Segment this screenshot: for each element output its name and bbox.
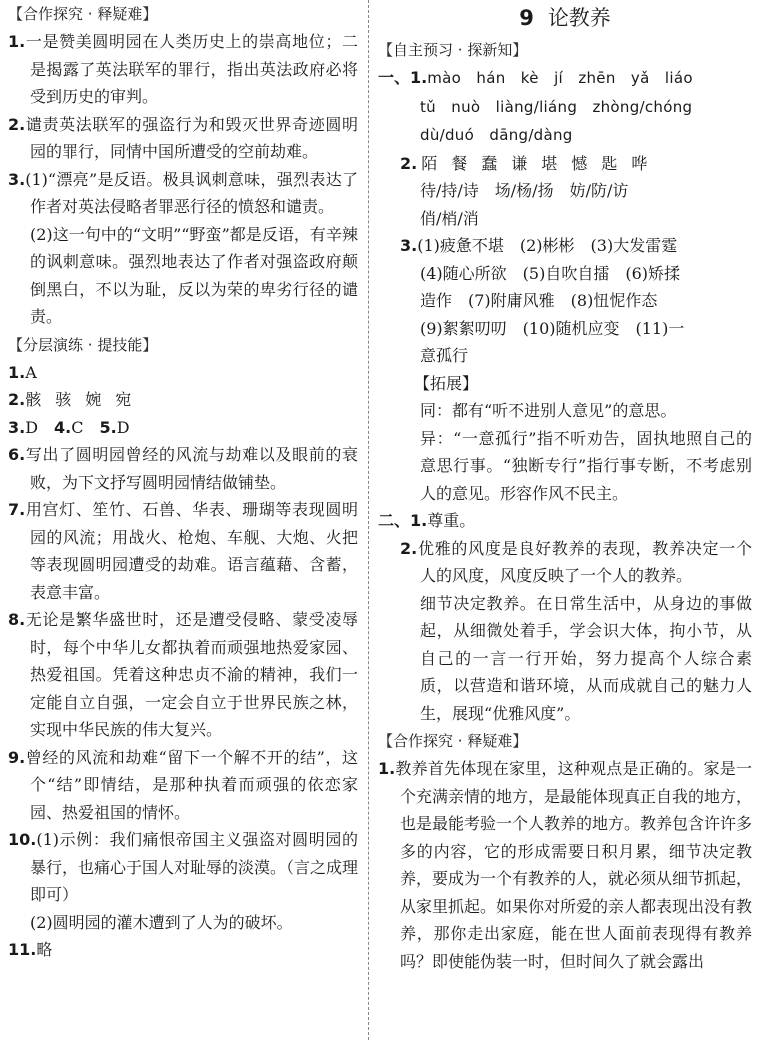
part2-answer-2b: 细节决定教养。在日常生活中，从身边的事做起，从细微处着手，学会识大体，拘小节，从自己的一言一行开始，努力提高个人综合素质，以营造和谐环境，从而成就自己的魅力人生，展现“优雅风度”。 — [420, 593, 752, 723]
practice-11: 11.略 — [8, 940, 53, 959]
answer-2: 2.谴责英法联军的强盗行为和毁灭世界奇迹圆明园的罪行，同情中国所遭受的空前劫难。 — [8, 114, 358, 161]
extension-same: 同：都有“听不进别人意见”的意思。 — [420, 401, 677, 420]
idioms-line-5: 意孤行 — [420, 346, 469, 365]
practice-9: 9.曾经的风流和劫难“留下一个解不开的结”，这个“结”即情结，是那种执着而顽强的依恋家园、热爱祖国的情怀。 — [8, 747, 358, 822]
lesson-title: 9 论教养 — [519, 6, 611, 30]
section-header-cooperate-right: 【合作探究 · 释疑难】 — [378, 732, 528, 750]
chars-line-2: 待/持/诗 场/杨/扬 妨/防/访 — [420, 181, 629, 200]
pinyin-line-3: dù/duó dāng/dàng — [420, 126, 573, 144]
practice-10-part2: (2)圆明园的灌木遭到了人为的破坏。 — [30, 912, 293, 932]
chars-line-3: 俏/梢/消 — [420, 208, 479, 228]
extension-tag: 【拓展】 — [414, 373, 479, 393]
left-column — [8, 0, 358, 964]
section-header-cooperate: 【合作探究 · 释疑难】 — [8, 5, 158, 23]
cooperate-answer-1: 1.教养首先体现在家里，这种观点是正确的。家是一个充满亲情的地方，是最能体现真正自我的地方，也是最能考验一个人教养的地方。教养包含许许多多的内容，它的形成需要日积月累，细节决定教养，要成为一个有教养的人，就必须从细节抓起，从家里抓起。如果你对所爱的亲人都表现出没有教养，那你走出家庭，能在世人面前表现得有教养吗？即使能伪装一时，但时间久了就会露出 — [378, 759, 753, 971]
part2-answer-1: 二、1.尊重。 — [378, 511, 476, 530]
pinyin-line-2: tǔ nuò liàng/liáng zhòng/chóng — [420, 97, 693, 116]
practice-7: 7.用宫灯、笙竹、石兽、华表、珊瑚等表现圆明园的风流；用战火、枪炮、车舰、大炮、火把等表现圆明园遭受的劫难。语言蕴藉、含蓄，表意丰富。 — [8, 500, 358, 602]
pinyin-line-1: 一、1.mào hán kè jí zhēn yǎ liáo — [378, 68, 693, 87]
idioms-line-1: 3.(1)疲惫不堪 (2)彬彬 (3)大发雷霆 — [400, 236, 678, 255]
practice-1: 1.A — [8, 362, 37, 382]
answer-3-part2: (2)这一句中的“文明”“野蛮”都是反语，有辛辣的讽刺意味。强烈地表达了作者对强盗政府颠倒黑白，不以为耻，反以为荣的卑劣行径的谴责。 — [30, 224, 358, 326]
right-column — [378, 0, 752, 975]
practice-3-5: 3.D 4.C 5.D — [8, 417, 130, 437]
answer-1: 1.一是赞美圆明园在人类历史上的崇高地位；二是揭露了英法联军的罪行，指出英法政府必将受到历史的审判。 — [8, 32, 358, 106]
practice-2: 2.骸 骇 婉 宛 — [8, 390, 132, 409]
practice-10-part1: 10.(1)示例：我们痛恨帝国主义强盗对圆明园的暴行，也痛心于国人对耻辱的淡漠。（言之成理即可） — [8, 830, 359, 904]
extension-diff: 异：“一意孤行”指不听劝告，固执地照自己的意思行事。“独断专行”指行事专断，不考虑别人的意见。形容作风不民主。 — [420, 428, 752, 503]
part2-answer-2a: 2.优雅的风度是良好教养的表现，教养决定一个人的风度，风度反映了一个人的教养。 — [400, 538, 752, 585]
chars-line-1: 2. 陌 餐 蠢 谦 堪 憾 匙 哗 — [400, 153, 648, 173]
idioms-line-4: (9)絮絮叨叨 (10)随机应变 (11)一 — [420, 318, 685, 338]
section-header-preview: 【自主预习 · 探新知】 — [378, 41, 528, 59]
column-divider — [368, 0, 369, 1040]
answer-3-part1: 3.(1)“漂亮”是反语。极具讽刺意味，强烈表达了作者对英法侵略者罪恶行径的愤怒和谴责。 — [8, 169, 358, 216]
section-header-practice: 【分层演练 · 提技能】 — [8, 335, 158, 354]
idioms-line-2: (4)随心所欲 (5)自吹自擂 (6)矫揉 — [420, 263, 680, 283]
practice-6: 6.写出了圆明园曾经的风流与劫难以及眼前的衰败，为下文抒写圆明园情结做铺垫。 — [8, 445, 358, 492]
practice-8: 8.无论是繁华盛世时，还是遭受侵略、蒙受凌辱时，每个中华儿女都执着而顽强地热爱家园、热爱祖国。凭着这种忠贞不渝的精神，我们一定能自立自强，一定会自立于世界民族之林，实现中华民族的伟大复兴。 — [8, 610, 358, 739]
idioms-line-3: 造作 (7)附庸风雅 (8)忸怩作态 — [420, 291, 658, 310]
